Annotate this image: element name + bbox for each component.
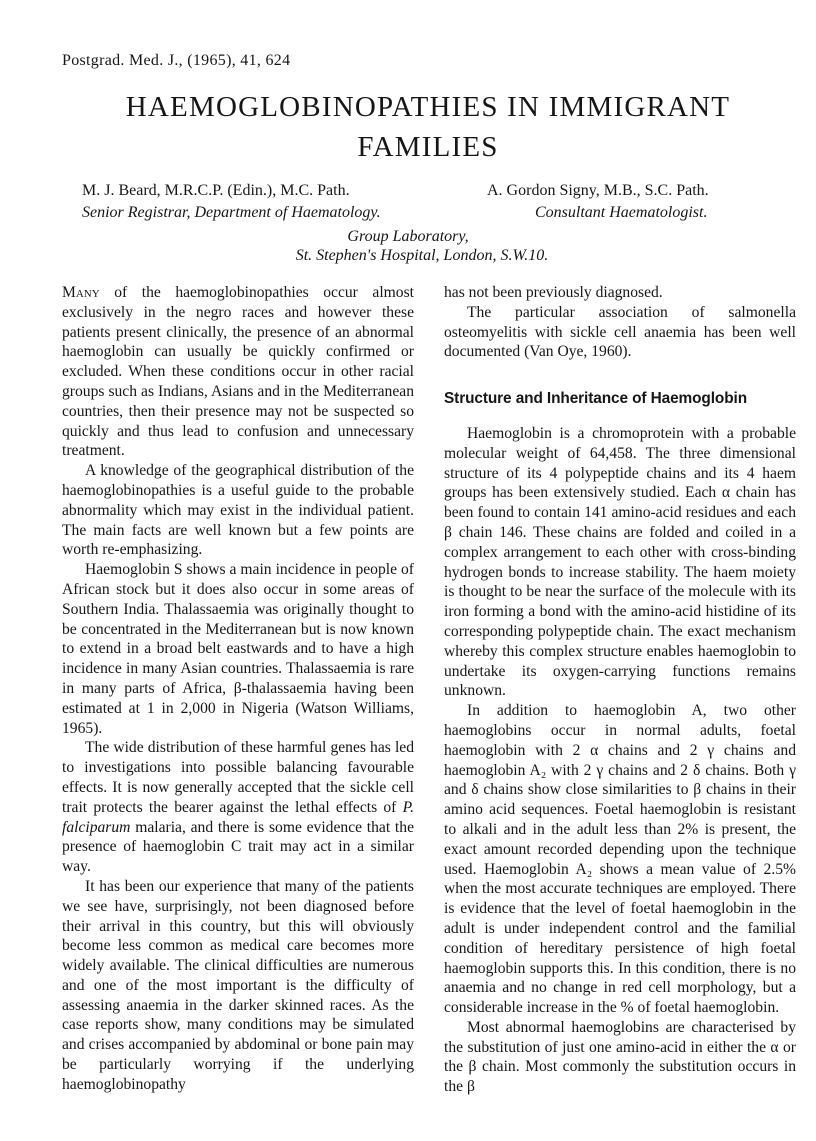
article-title-line-2: FAMILIES [357, 131, 499, 163]
author-1-name: M. J. Beard, M.R.C.P. (Edin.), M.C. Path. [82, 182, 350, 199]
paragraph-intro-text: of the haemoglobinopathies occur almost exclusively in the negro races and however these patients present clinically, the presence of an abnormal haemoglobin can usually be quickly confirmed or excluded. When these conditions occur in other racial groups such as Indians, Asians and in the Mediterranean countries, then their presence may not be suspected so quickly and thus lead to confusion and unnecessary treatment. [62, 284, 414, 460]
author-2-role: Consultant Haematologist. [535, 204, 708, 221]
right-column [444, 283, 796, 1097]
paragraph-haemoglobin-s: Haemoglobin S shows a main incidence in people of African stock but it does also occur in some areas of Southern India. Thalassaemia was originally thought to be concentrated in the Mediterranean but is now known to extend in a broad belt eastwards and to have a high incidence in many Asian countries. Thalassaemia is rare in many parts of Africa, β-thalassaemia having been estimated at 1 in 2,000 in Nigeria (Watson Williams, 1965). [62, 561, 414, 737]
paragraph-structure: Haemoglobin is a chromoprotein with a probable molecular weight of 64,458. The three dimensional structure of its 4 polypeptide chains and its 4 haem groups has been extensively studied. Each α chain has been found to contain 141 amino-acid residues and each β chain 146. These chains are folded and coiled in a complex arrangement to each other with cross-binding hydrogen bonds to increase stability. The haem moiety is thought to be near the surface of the molecule with its iron forming a bond with the amino-acid histidine of its corresponding polypeptide chain. The exact mechanism whereby this complex structure enables haemoglobin to undertake its oxygen-carrying functions remains unknown. [444, 424, 796, 700]
paragraph-balancing-effects [62, 738, 414, 877]
affiliation-line-2: St. Stephen's Hospital, London, S.W.10. [295, 247, 549, 264]
journal-citation: Postgrad. Med. J., (1965), 41, 624 [62, 52, 291, 69]
drop-lead-word: Many [62, 284, 100, 301]
section-spacer [444, 362, 796, 389]
paragraph-clinical-experience: It has been our experience that many of the patients we see have, surprisingly, not been diagnosed before their arrival in this country, but this will obviously become less common as medical care becomes more widely available. The clinical difficulties are numerous and one of the most important is the difficulty of assessing anaemia in the darker skinned races. As the case reports show, many conditions may be simulated and crises accompanied by abdominal or bone pain may be particularly worrying if the underlying haemoglobinopathy [62, 877, 414, 1093]
left-column [62, 283, 414, 1095]
article-title-line-1: HAEMOGLOBINOPATHIES IN IMMIGRANT [125, 91, 731, 123]
species-name: P. falciparum [62, 798, 414, 836]
affiliation [0, 227, 816, 265]
paragraph-abnormal-haemoglobins: Most abnormal haemoglobins are characterised by the substitution of just one amino-acid in either the α or the β chain. Most commonly the substitution occurs in the β [444, 1018, 796, 1096]
author-1-role: Senior Registrar, Department of Haematology. [82, 204, 381, 221]
section-heading: Structure and Inheritance of Haemoglobin [444, 390, 747, 408]
paragraph-balancing-effects-a: The wide distribution of these harmful genes has led to investigations into possible balancing favourable effects. It is now generally accepted that the sickle cell trait protects the bearer against the lethal effects of [62, 739, 414, 816]
paragraph-geographical-distribution: A knowledge of the geographical distribution of the haemoglobinopathies is a useful guide to the probable abnormality which may exist in the individual patient. The main facts are well known but a few points are worth re-emphasizing. [62, 462, 414, 559]
author-2-name: A. Gordon Signy, M.B., S.C. Path. [487, 182, 709, 199]
author-1 [82, 180, 381, 224]
author-2 [487, 180, 709, 224]
affiliation-line-1: Group Laboratory, [347, 228, 469, 245]
paragraph-continuation: has not been previously diagnosed. [444, 284, 663, 301]
paragraph-balancing-effects-b: malaria, and there is some evidence that the presence of haemoglobin C trait may act in a similar way. [62, 818, 414, 876]
paragraph-salmonella: The particular association of salmonella osteomyelitis with sickle cell anaemia has been well documented (Van Oye, 1960). [444, 303, 796, 361]
paragraph-normal-adult-haemoglobins: In addition to haemoglobin A, two other haemoglobins occur in normal adults, foetal haemoglobin with 2 α chains and 2 γ chains and haemoglobin A₂ with 2 γ chains and 2 δ chains. Both γ and δ chains show close similarities to β chains in their amino acid sequences. Foetal haemoglobin is resistant to alkali and in the adult less than 2% is present, the exact amount recorded depending upon the technique used. Haemoglobin A₂ shows a mean value of 2.5% when the most accurate techniques are employed. There is evidence that the level of foetal haemoglobin in the adult is under independent control and the familial condition of hereditary persistence of high foetal haemoglobin supports this. In this condition, there is no anaemia and no change in red cell morphology, but a considerable increase in the % of foetal haemoglobin. [444, 702, 796, 1017]
paragraph-intro [62, 283, 414, 461]
